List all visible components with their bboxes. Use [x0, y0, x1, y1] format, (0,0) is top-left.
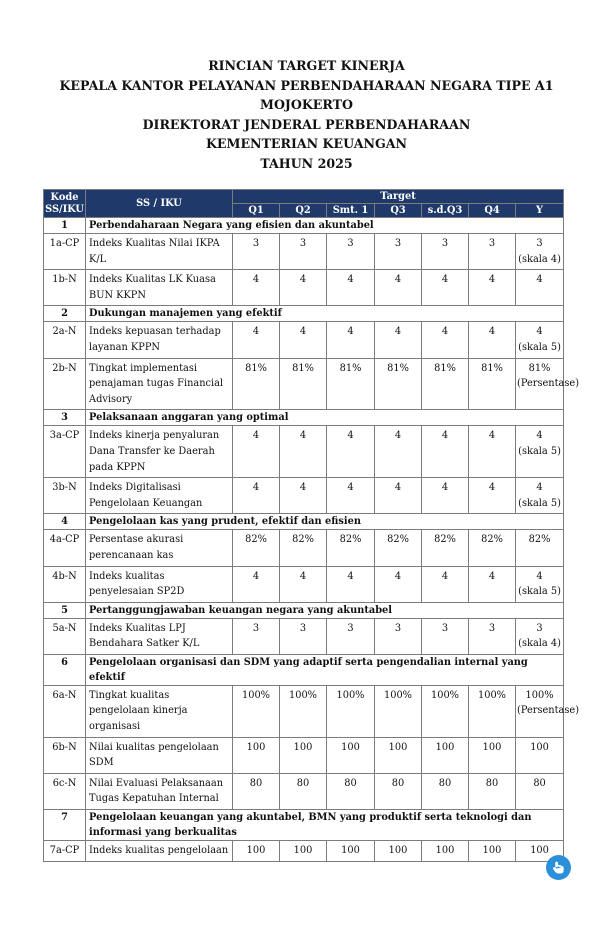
- target-value-cell: 81%: [375, 358, 422, 410]
- target-value-cell: 82%: [469, 530, 516, 566]
- iku-label-cell: Indeks Kualitas LPJ Bendahara Satker K/L: [86, 618, 233, 654]
- target-value-cell: 4: [375, 322, 422, 358]
- target-value-cell: 4: [280, 566, 327, 602]
- iku-label-cell: Indeks Kualitas Nilai IKPA K/L: [86, 234, 233, 270]
- iku-label-cell: Indeks kualitas penyelesaian SP2D: [86, 566, 233, 602]
- target-value-cell: 100%: [422, 685, 469, 737]
- kode-cell: 4a-CP: [44, 530, 86, 566]
- target-year-cell: [516, 478, 564, 514]
- target-value-cell: 82%: [422, 530, 469, 566]
- year-scale-note: (Persentase): [517, 705, 580, 717]
- year-value: 100: [530, 741, 549, 753]
- period-header: Q3: [375, 204, 422, 218]
- target-value-cell: 82%: [233, 530, 280, 566]
- target-header: Target: [233, 190, 564, 204]
- year-scale-note: (skala 5): [518, 586, 561, 598]
- target-value-cell: 82%: [375, 530, 422, 566]
- year-scale-note: (skala 4): [518, 638, 561, 650]
- target-value-cell: 3: [233, 234, 280, 270]
- target-value-cell: 4: [233, 270, 280, 306]
- title-line: RINCIAN TARGET KINERJA: [208, 58, 405, 73]
- target-value-cell: 100%: [375, 685, 422, 737]
- target-value-cell: 4: [422, 426, 469, 478]
- target-value-cell: 80: [422, 773, 469, 809]
- section-label: Perbendaharaan Negara yang efisien dan akuntabel: [86, 218, 564, 234]
- floating-action-button[interactable]: [546, 855, 571, 880]
- year-scale-note: (skala 5): [518, 445, 561, 457]
- section-number: 1: [44, 218, 86, 234]
- table-row: [44, 737, 564, 773]
- kode-cell: 7a-CP: [44, 841, 86, 862]
- kode-cell: 1a-CP: [44, 234, 86, 270]
- target-value-cell: 3: [327, 234, 375, 270]
- target-value-cell: 3: [422, 234, 469, 270]
- table-row: [44, 685, 564, 737]
- kode-cell: 4b-N: [44, 566, 86, 602]
- year-value: 4: [536, 570, 543, 582]
- iku-label-cell: Indeks kinerja penyaluran Dana Transfer ke Daerah pada KPPN: [86, 426, 233, 478]
- kode-header: [44, 190, 86, 218]
- section-label: Dukungan manajemen yang efektif: [86, 306, 564, 322]
- target-value-cell: 3: [233, 618, 280, 654]
- target-value-cell: 3: [375, 618, 422, 654]
- target-value-cell: 100%: [327, 685, 375, 737]
- target-value-cell: 100: [233, 737, 280, 773]
- target-value-cell: 82%: [327, 530, 375, 566]
- table-row: [44, 841, 564, 862]
- target-value-cell: 4: [375, 270, 422, 306]
- target-year-cell: [516, 530, 564, 566]
- title-line: DIREKTORAT JENDERAL PERBENDAHARAAN: [142, 116, 471, 132]
- target-value-cell: 3: [422, 618, 469, 654]
- target-year-cell: [516, 618, 564, 654]
- section-row: [44, 810, 564, 841]
- target-value-cell: 4: [422, 270, 469, 306]
- section-number: 2: [44, 306, 86, 322]
- target-value-cell: 4: [280, 426, 327, 478]
- target-value-cell: 4: [375, 566, 422, 602]
- target-value-cell: 100: [280, 737, 327, 773]
- year-value: 3: [536, 238, 543, 249]
- target-value-cell: 4: [280, 478, 327, 514]
- year-scale-note: (skala 5): [518, 341, 561, 353]
- target-value-cell: 3: [280, 618, 327, 654]
- table-row: [44, 618, 564, 654]
- table-row: [44, 530, 564, 566]
- target-value-cell: 80: [375, 773, 422, 809]
- target-year-cell: [516, 773, 564, 809]
- section-row: [44, 410, 564, 426]
- kode-header-line2: SS/IKU: [45, 203, 84, 215]
- kode-cell: 6b-N: [44, 737, 86, 773]
- target-value-cell: 100%: [280, 685, 327, 737]
- target-value-cell: 4: [422, 478, 469, 514]
- target-value-cell: 4: [327, 478, 375, 514]
- target-value-cell: 4: [327, 426, 375, 478]
- ss-iku-header: SS / IKU: [86, 190, 233, 218]
- section-number: 7: [44, 810, 86, 841]
- target-value-cell: 4: [327, 322, 375, 358]
- target-value-cell: 81%: [469, 358, 516, 410]
- section-label: Pelaksanaan anggaran yang optimal: [86, 410, 564, 426]
- document-title: [0, 56, 613, 174]
- target-value-cell: 3: [280, 234, 327, 270]
- target-value-cell: 3: [327, 618, 375, 654]
- target-value-cell: 100%: [233, 685, 280, 737]
- section-number: 5: [44, 602, 86, 618]
- target-year-cell: [516, 685, 580, 737]
- section-number: 3: [44, 410, 86, 426]
- hand-pointer-icon: [551, 860, 566, 875]
- target-value-cell: 100: [233, 841, 280, 862]
- target-year-cell: [516, 426, 564, 478]
- target-year-cell: [516, 270, 564, 306]
- table-row: [44, 270, 564, 306]
- iku-label-cell: Tingkat kualitas pengelolaan kinerja organisasi: [86, 685, 233, 737]
- kode-cell: 6a-N: [44, 685, 86, 737]
- kode-header-line1: Kode: [50, 191, 79, 203]
- section-label: Pertanggungjawaban keuangan negara yang akuntabel: [86, 602, 564, 618]
- target-year-cell: [516, 737, 564, 773]
- section-row: [44, 306, 564, 322]
- iku-label-cell: Indeks kualitas pengelolaan: [86, 841, 233, 862]
- target-value-cell: 4: [233, 322, 280, 358]
- target-value-cell: 4: [469, 426, 516, 478]
- target-value-cell: 100: [469, 737, 516, 773]
- kode-cell: 2b-N: [44, 358, 86, 410]
- target-value-cell: 4: [280, 322, 327, 358]
- iku-label-cell: Indeks Digitalisasi Pengelolaan Keuangan: [86, 478, 233, 514]
- table-row: [44, 358, 564, 410]
- target-value-cell: 3: [469, 234, 516, 270]
- target-year-cell: [516, 234, 564, 270]
- year-value: 81%: [528, 362, 551, 374]
- target-value-cell: 4: [327, 270, 375, 306]
- period-header: Q2: [280, 204, 327, 218]
- table-row: [44, 773, 564, 809]
- year-value: 4: [536, 430, 543, 442]
- iku-label-cell: Indeks kepuasan terhadap layanan KPPN: [86, 322, 233, 358]
- section-label: Pengelolaan keuangan yang akuntabel, BMN yang produktif serta teknologi dan informasi yang berkualitas: [86, 810, 564, 841]
- target-value-cell: 81%: [233, 358, 280, 410]
- period-header: s.d.Q3: [422, 204, 469, 218]
- target-value-cell: 80: [327, 773, 375, 809]
- year-value: 100%: [525, 689, 554, 701]
- target-value-cell: 4: [327, 566, 375, 602]
- target-value-cell: 80: [280, 773, 327, 809]
- year-value: 4: [536, 326, 543, 338]
- section-row: [44, 602, 564, 618]
- target-value-cell: 82%: [280, 530, 327, 566]
- iku-label-cell: Tingkat implementasi penajaman tugas Financial Advisory: [86, 358, 233, 410]
- target-value-cell: 4: [469, 270, 516, 306]
- section-number: 4: [44, 514, 86, 530]
- target-value-cell: 81%: [327, 358, 375, 410]
- iku-label-cell: Persentase akurasi perencanaan kas: [86, 530, 233, 566]
- section-label: Pengelolaan organisasi dan SDM yang adaptif serta pengendalian internal yang efektif: [86, 654, 564, 685]
- title-line: KEPALA KANTOR PELAYANAN PERBENDAHARAAN NEGARA TIPE A1: [59, 77, 554, 93]
- year-scale-note: (skala 5): [518, 497, 561, 509]
- target-value-cell: 100: [375, 737, 422, 773]
- target-value-cell: 4: [469, 566, 516, 602]
- target-value-cell: 100: [422, 737, 469, 773]
- section-label: Pengelolaan kas yang prudent, efektif dan efisien: [86, 514, 564, 530]
- kode-cell: 6c-N: [44, 773, 86, 809]
- year-value: 100: [530, 845, 549, 857]
- period-header: Q1: [233, 204, 280, 218]
- target-value-cell: 4: [375, 478, 422, 514]
- target-value-cell: 4: [422, 566, 469, 602]
- target-value-cell: 4: [375, 426, 422, 478]
- target-value-cell: 4: [233, 566, 280, 602]
- target-value-cell: 100: [422, 841, 469, 862]
- iku-label-cell: Nilai Evaluasi Pelaksanaan Tugas Kepatuhan Internal: [86, 773, 233, 809]
- period-header: Y: [516, 204, 564, 218]
- header-row: [44, 190, 564, 204]
- year-scale-note: (skala 4): [518, 253, 561, 265]
- target-year-cell: [516, 358, 580, 410]
- table-row: [44, 234, 564, 270]
- kode-cell: 5a-N: [44, 618, 86, 654]
- title-line: TAHUN 2025: [260, 155, 353, 171]
- kode-cell: 3b-N: [44, 478, 86, 514]
- iku-label-cell: Indeks Kualitas LK Kuasa BUN KKPN: [86, 270, 233, 306]
- table-body: [44, 218, 580, 862]
- target-value-cell: 80: [233, 773, 280, 809]
- target-year-cell: [516, 322, 564, 358]
- kode-cell: 2a-N: [44, 322, 86, 358]
- period-header: Smt. 1: [327, 204, 375, 218]
- year-value: 82%: [528, 534, 551, 546]
- title-line: MOJOKERTO: [260, 97, 353, 113]
- year-value: 4: [536, 482, 543, 494]
- section-row: [44, 218, 564, 234]
- target-value-cell: 4: [233, 426, 280, 478]
- kode-cell: 1b-N: [44, 270, 86, 306]
- target-value-cell: 100: [469, 841, 516, 862]
- year-value: 80: [533, 777, 546, 789]
- target-value-cell: 4: [469, 322, 516, 358]
- table-row: [44, 566, 564, 602]
- section-row: [44, 514, 564, 530]
- table-row: [44, 322, 564, 358]
- target-year-cell: [516, 566, 564, 602]
- table-row: [44, 426, 564, 478]
- target-value-cell: 100%: [469, 685, 516, 737]
- target-value-cell: 81%: [280, 358, 327, 410]
- target-value-cell: 4: [233, 478, 280, 514]
- iku-label-cell: Nilai kualitas pengelolaan SDM: [86, 737, 233, 773]
- year-value: 4: [536, 274, 543, 286]
- table-row: [44, 478, 564, 514]
- target-value-cell: 100: [280, 841, 327, 862]
- target-value-cell: 3: [375, 234, 422, 270]
- target-value-cell: 4: [280, 270, 327, 306]
- target-value-cell: 81%: [422, 358, 469, 410]
- title-line: KEMENTERIAN KEUANGAN: [205, 136, 408, 152]
- target-value-cell: 100: [327, 841, 375, 862]
- target-value-cell: 100: [375, 841, 422, 862]
- section-row: [44, 654, 564, 685]
- target-value-cell: 3: [469, 618, 516, 654]
- period-header: Q4: [469, 204, 516, 218]
- section-number: 6: [44, 654, 86, 685]
- year-value: 3: [536, 622, 543, 634]
- year-scale-note: (Persentase): [517, 378, 580, 390]
- target-table: [43, 189, 580, 862]
- target-value-cell: 80: [469, 773, 516, 809]
- kode-cell: 3a-CP: [44, 426, 86, 478]
- target-value-cell: 4: [469, 478, 516, 514]
- target-value-cell: 4: [422, 322, 469, 358]
- target-value-cell: 100: [327, 737, 375, 773]
